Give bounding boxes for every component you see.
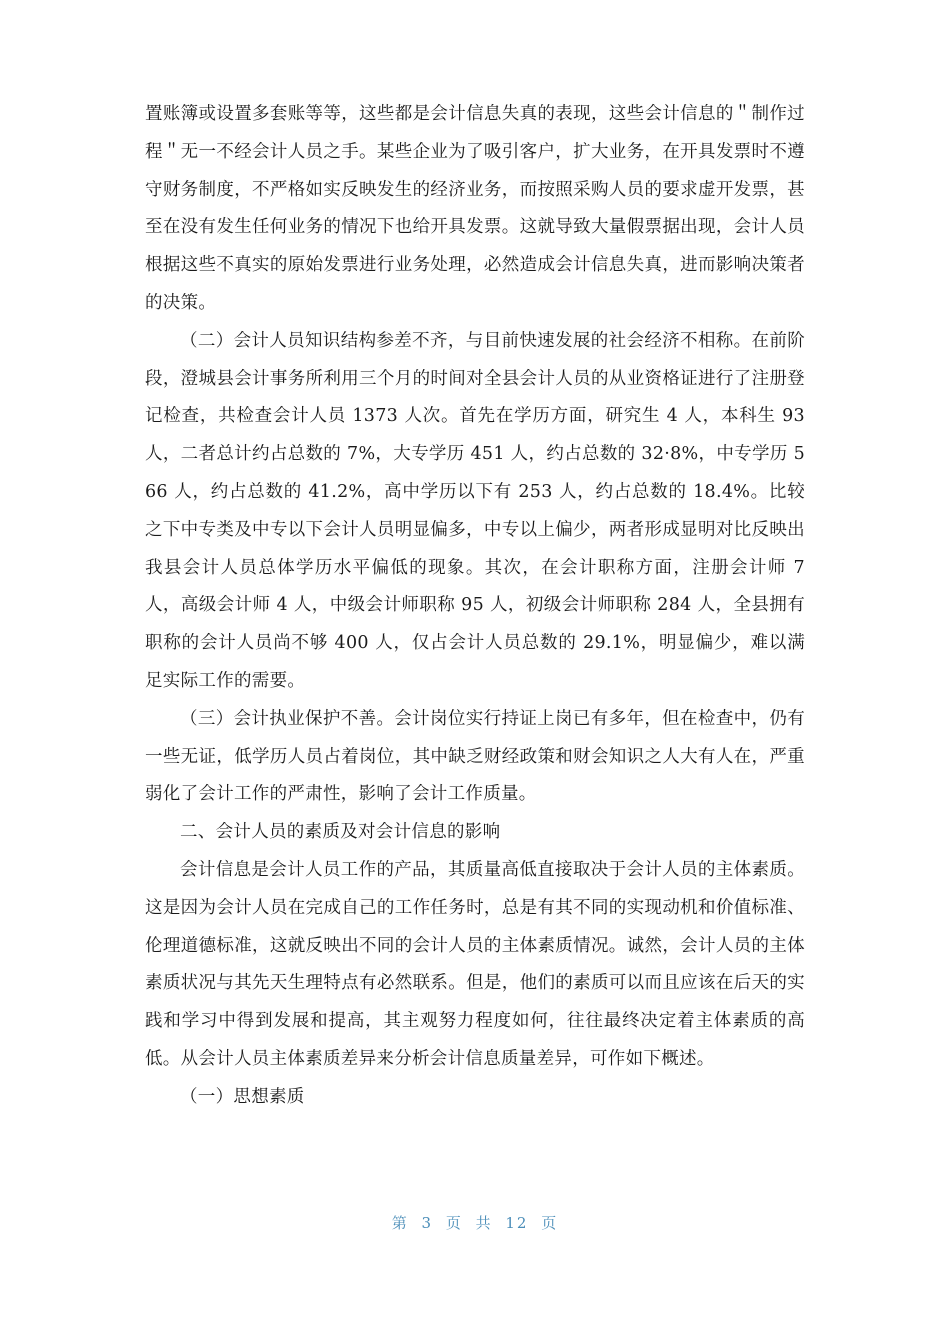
section-heading-2: 二、会计人员的素质及对会计信息的影响	[180, 822, 501, 843]
paragraph-quality-intro: 会计信息是会计人员工作的产品，其质量高低直接取决于会计人员的主体素质。这是因为会计人员在完成自己的工作任务时，总是有其不同的实现动机和价值标准、伦理道德标准，这就反映出不同的会计人员的主体素质情况。诚然，会计人员的主体素质状况与其先天生理特点有必然联系。但是，他们的素质可以而且应该在后天的实践和学习中得到发展和提高，其主观努力程度如何，往往最终决定着主体素质的高低。从会计人员主体素质差异来分析会计信息质量差异，可作如下概述。	[145, 859, 805, 1069]
page-number-footer: 第 3 页 共 12 页	[391, 1214, 559, 1232]
document-body	[145, 96, 805, 1117]
subheading-ideological-quality: （一）思想素质	[180, 1086, 305, 1107]
paragraph-knowledge-structure: （二）会计人员知识结构参差不齐，与目前快速发展的社会经济不相称。在前阶段，澄城县会计事务所利用三个月的时间对全县会计人员的从业资格证进行了注册登记检查，共检查会计人员 1373 人次。首先在学历方面，研究生 4 人，本科生 93 人，二者总计约占总数的 7%，大专学历 451 人，约占总数的 32·8%，中专学历 566 人，约占总数的 41.2%，高中学历以下有 253 人，约占总数的 18.4%。比较之下中专类及中专以下会计人员明显偏多，中专以上偏少，两者形成显明对比反映出我县会计人员总体学历水平偏低的现象。其次，在会计职称方面，注册会计师 7 人，高级会计师 4 人，中级会计师职称 95 人，初级会计师职称 284 人，全县拥有职称的会计人员尚不够 400 人，仅占会计人员总数的 29.1%，明显偏少，难以满足实际工作的需要。	[145, 330, 805, 691]
paragraph-continuation: 置账簿或设置多套账等等，这些都是会计信息失真的表现，这些会计信息的＂制作过程＂无一不经会计人员之手。某些企业为了吸引客户，扩大业务，在开具发票时不遵守财务制度，不严格如实反映发生的经济业务，而按照采购人员的要求虚开发票，甚至在没有发生任何业务的情况下也给开具发票。这就导致大量假票据出现，会计人员根据这些不真实的原始发票进行业务处理，必然造成会计信息失真，进而影响决策者的决策。	[145, 104, 805, 313]
paragraph-practice-protection: （三）会计执业保护不善。会计岗位实行持证上岗已有多年，但在检查中，仍有一些无证，低学历人员占着岗位，其中缺乏财经政策和财会知识之人大有人在，严重弱化了会计工作的严肃性，影响了会计工作质量。	[145, 708, 805, 805]
